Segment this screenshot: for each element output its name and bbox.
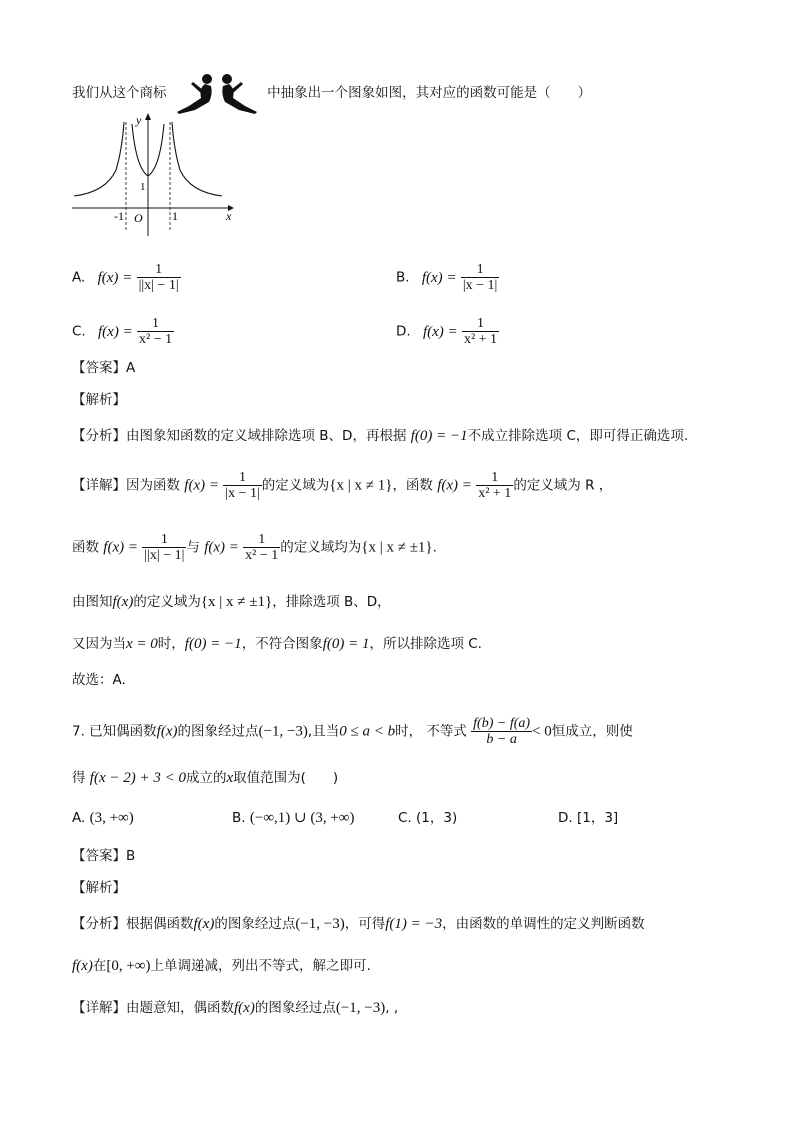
q6-detail-frac-b: $\frac{1}{|x - 1|}$ — [225, 470, 260, 501]
q7-detail-line-1: 【详解】由题意知，偶函数f(x)的图象经过点(−1, −3), , — [72, 1000, 399, 1016]
y-axis-arrow — [145, 113, 151, 120]
kappa-logo-image — [175, 72, 259, 114]
q6-analysis-tag: 【解析】 — [72, 392, 126, 408]
q6-stem-before: 我们从这个商标 — [72, 85, 167, 101]
q7-analysis-tag: 【解析】 — [72, 880, 126, 896]
q6-stem-after: 中抽象出一个图象如图，其对应的函数可能是（ ） — [267, 85, 592, 101]
q7-fenxi-line-1: 【分析】根据偶函数f(x)的图象经过点(−1, −3)，可得f(1) = −3，由函数的单调性的定义判断函数 — [72, 916, 645, 932]
q6-detail-line-4: 又因为当x = 0时，f(0) = −1，不符合图象f(0) = 1，所以排除选项 C. — [72, 636, 482, 652]
q7-option-b: B. (−∞,1) ∪ (3, +∞) — [232, 810, 355, 826]
y-label: y — [136, 113, 142, 127]
origin-label: O — [134, 211, 143, 225]
q6-conclusion: 故选：A. — [72, 672, 126, 688]
q7-fenxi-line-2: f(x)在[0, +∞)上单调递减，列出不等式，解之即可. — [72, 958, 371, 974]
q6-detail-frac-d: $\frac{1}{\text{x² + 1}}$ — [478, 470, 512, 501]
curve-left — [74, 122, 124, 196]
q6-option-d-fraction: $\frac{1}{\text{x² + 1}}$ — [463, 316, 498, 347]
q7-option-a: A. (3, +∞) — [72, 810, 134, 826]
function-graph — [70, 110, 240, 240]
q6-fenxi: 【分析】由图象知函数的定义域排除选项 B、D，再根据 f(0) = −1不成立排除选项 C，即可得正确选项. — [72, 428, 689, 444]
y-tick-1: 1 — [140, 181, 146, 193]
q6-option-b-fraction: $\frac{1}{|x - 1|}$ — [462, 262, 498, 293]
q6-detail-line-3: 由图知f(x)的定义域为{x | x ≠ ±1}，排除选项 B、D， — [72, 594, 391, 610]
q7-option-c: C. (1，3) — [398, 810, 458, 826]
q6-option-b: B. f(x) = $\frac{1}{|x - 1|}$ — [396, 262, 498, 293]
q7-answer: 【答案】B — [72, 848, 136, 864]
q6-detail-frac-c: $\frac{1}{\text{x² − 1}}$ — [245, 532, 279, 563]
curve-right — [172, 122, 222, 196]
x-label: x — [226, 209, 232, 223]
q6-option-a-fraction: $\frac{1}{||x| - 1|}$ — [138, 262, 179, 293]
q6-answer: 【答案】A — [72, 360, 136, 376]
q6-detail-line-2: 函数 f(x) = $\frac{1}{||x| - 1|}$ 与 f(x) = $\frac{1}{\text{x² − 1}}$ 的定义域均为{x | x ≠ ±1}. — [72, 532, 437, 563]
q7-option-d: D. [1，3] — [558, 810, 619, 826]
q7-stem-fraction: $\frac{f(b) - f(a)}{b - a}$ — [473, 716, 531, 747]
q6-stem — [72, 72, 591, 114]
q6-option-d: D. f(x) = $\frac{1}{\text{x² + 1}}$ — [396, 316, 498, 347]
q7-stem-line-2: 得 f(x − 2) + 3 < 0成立的x取值范围为( ) — [72, 770, 339, 786]
q6-detail-line-1: 【详解】因为函数 f(x) = $\frac{1}{|x - 1|}$ 的定义域为{x | x ≠ 1}，函数 f(x) = $\frac{1}{\text{x² + 1}}$ 的定义域为 R ， — [72, 470, 613, 501]
tick-1: 1 — [172, 209, 178, 223]
q6-option-c: C. f(x) = $\frac{1}{\text{x² − 1}}$ — [72, 316, 173, 347]
tick-neg1: -1 — [114, 209, 124, 223]
q6-detail-frac-a: $\frac{1}{||x| - 1|}$ — [144, 532, 185, 563]
q6-option-c-fraction: $\frac{1}{\text{x² − 1}}$ — [139, 316, 173, 347]
q6-option-a: A. f(x) = $\frac{1}{||x| - 1|}$ — [72, 262, 179, 293]
q7-stem-line-1: 7. 已知偶函数f(x)的图象经过点(−1, −3),且当0 ≤ a < b时， 不等式 $\frac{f(b) - f(a)}{b - a}$ < 0恒成立，则使 — [72, 716, 633, 747]
